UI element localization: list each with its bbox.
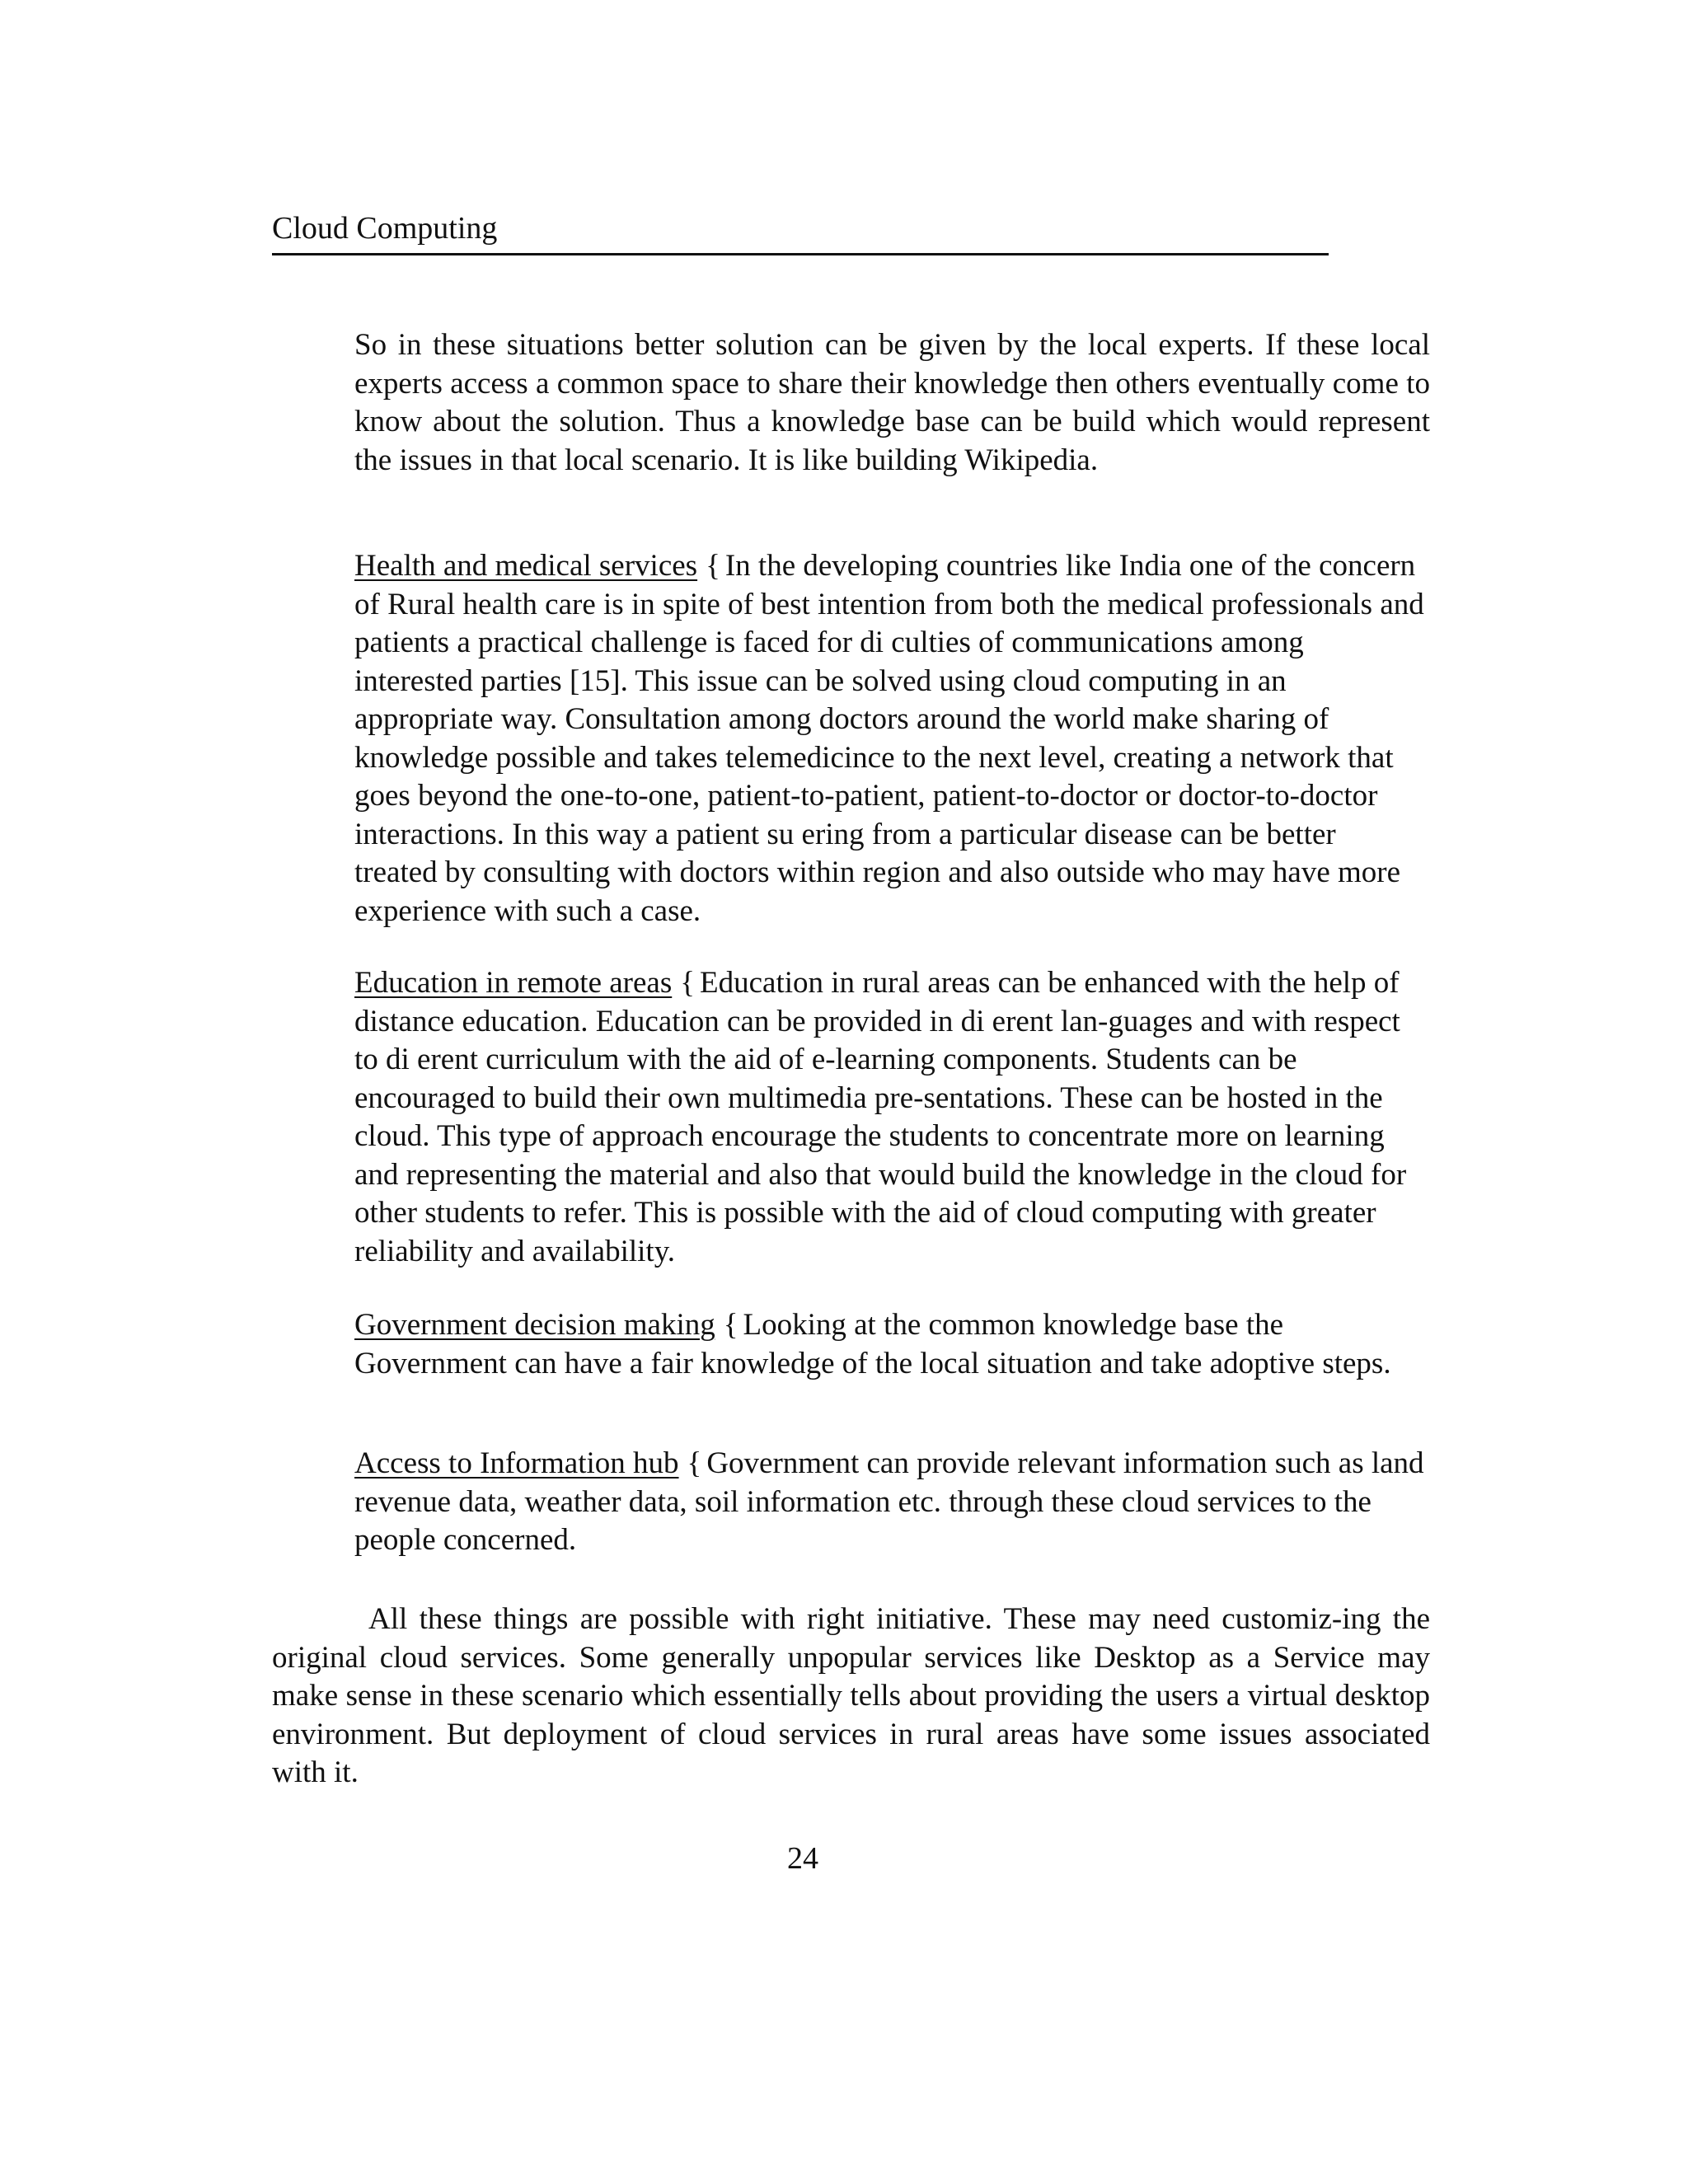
intro-paragraph: So in these situations better solution can be given by the local experts. If these local experts access a common space to share their knowledge then others eventually come to know about the solution. Thus a knowledge base can be build which would represent the issues in that local scenario. It is like building Wikipedia. [354, 328, 1430, 477]
page-number: 24 [787, 1841, 818, 1876]
information-hub-separator: { [687, 1446, 702, 1480]
education-term: Education in remote areas [354, 966, 673, 1000]
header-title: Cloud Computing [272, 211, 498, 246]
education-separator: { [680, 966, 696, 1000]
information-hub-text: Government can provide relevant information such as land revenue data, weather data, soil information etc. through these cloud services to the people concerned. [354, 1446, 1424, 1557]
information-hub-term: Access to Information hub [354, 1446, 679, 1480]
government-term: Government decision making [354, 1308, 715, 1342]
health-services-separator: { [706, 549, 720, 583]
health-services-paragraph [354, 547, 1426, 930]
closing-paragraph: All these things are possible with right initiative. These may need customiz-ing the original cloud services. Some generally unpopular services like Desktop as a Service may make sense in these scenario which essentially tells about providing the users a virtual desktop environment. But deployment of cloud services in rural areas have some issues associated with it. [272, 1602, 1430, 1789]
information-hub-paragraph [354, 1445, 1426, 1560]
government-text: Looking at the common knowledge base the Government can have a fair knowledge of the local situation and take adoptive steps. [354, 1308, 1391, 1380]
education-text: Education in rural areas can be enhanced with the help of distance education. Education can be provided in di erent lan-guages and with respect to di erent curriculum with the aid of e-learning components. Students can be encouraged to build their own multimedia pre-sentations. These can be hosted in the cloud. This type of approach encourage the students to concentrate more on learning and representing the material and also that would build the knowledge in the cloud for other students to refer. This is possible with the aid of cloud computing with greater reliability and availability. [354, 966, 1407, 1268]
government-paragraph [354, 1306, 1426, 1383]
education-paragraph [354, 964, 1426, 1271]
health-services-term: Health and medical services [354, 549, 698, 583]
health-services-text: In the developing countries like India one of the concern of Rural health care is in spite of best intention from both the medical professionals and patients a practical challenge is faced for di culties of communications among interested parties [15]. This issue can be solved using cloud computing in an appropriate way. Consultation among doctors around the world make sharing of knowledge possible and takes telemedicince to the next level, creating a network that goes beyond the one-to-one, patient-to-patient, patient-to-doctor or doctor-to-doctor interactions. In this way a patient su ering from a particular disease can be better treated by consulting with doctors within region and also outside who may have more experience with such a case. [354, 549, 1424, 928]
running-header [272, 210, 1329, 255]
government-separator: { [723, 1308, 738, 1342]
